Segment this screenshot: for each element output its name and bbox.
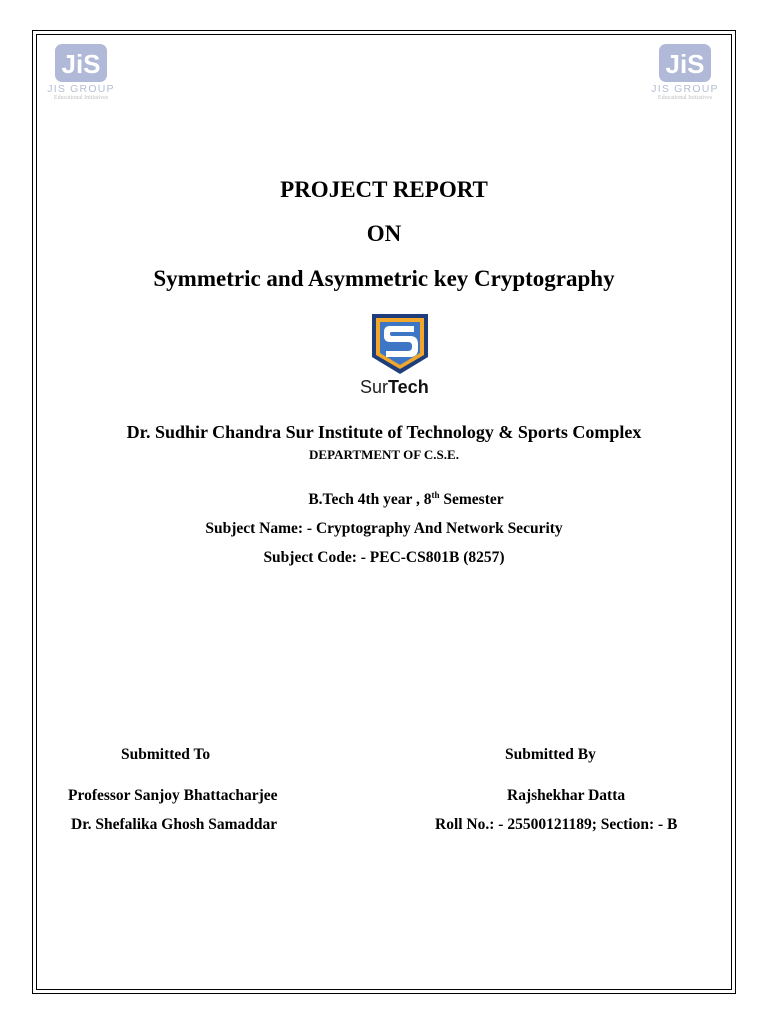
report-topic: Symmetric and Asymmetric key Cryptography — [153, 266, 615, 291]
submitted-to-heading: Submitted To — [121, 746, 211, 763]
svg-text:JiS: JiS — [61, 49, 101, 79]
jis-tagline: Educational Initiatives — [53, 95, 109, 101]
subject-code: Subject Code: - PEC-CS801B (8257) — [263, 549, 505, 566]
jis-group-logo-right — [647, 43, 723, 102]
course-year-semester: B.Tech 4th year , 8th Semester — [308, 490, 504, 508]
submitted-by-name: Rajshekhar Datta — [507, 787, 626, 804]
submitted-to-name: Dr. Shefalika Ghosh Samaddar — [71, 816, 278, 833]
subject-name: Subject Name: - Cryptography And Network Security — [205, 520, 563, 537]
department: DEPARTMENT OF C.S.E. — [309, 447, 459, 462]
jis-tagline: Educational Initiatives — [657, 95, 713, 101]
svg-text:JiS: JiS — [665, 49, 705, 79]
institute-name: Dr. Sudhir Chandra Sur Institute of Technology & Sports Complex — [126, 422, 642, 442]
jis-group-label: JIS GROUP — [47, 83, 115, 95]
jis-group-label: JIS GROUP — [651, 83, 719, 95]
jis-logo-icon — [54, 43, 108, 83]
jis-group-logo-left — [43, 43, 119, 102]
roll-section: Roll No.: - 25500121189; Section: - B — [435, 816, 678, 833]
surtech-shield-icon — [356, 313, 446, 375]
surtech-logo — [356, 313, 446, 380]
submitted-to-name: Professor Sanjoy Bhattacharjee — [68, 787, 278, 804]
jis-logo-icon — [658, 43, 712, 83]
report-title: PROJECT REPORT — [280, 177, 488, 202]
surtech-wordmark: SurTech — [360, 377, 429, 397]
submitted-by-heading: Submitted By — [505, 746, 596, 763]
report-title-on: ON — [366, 221, 402, 246]
